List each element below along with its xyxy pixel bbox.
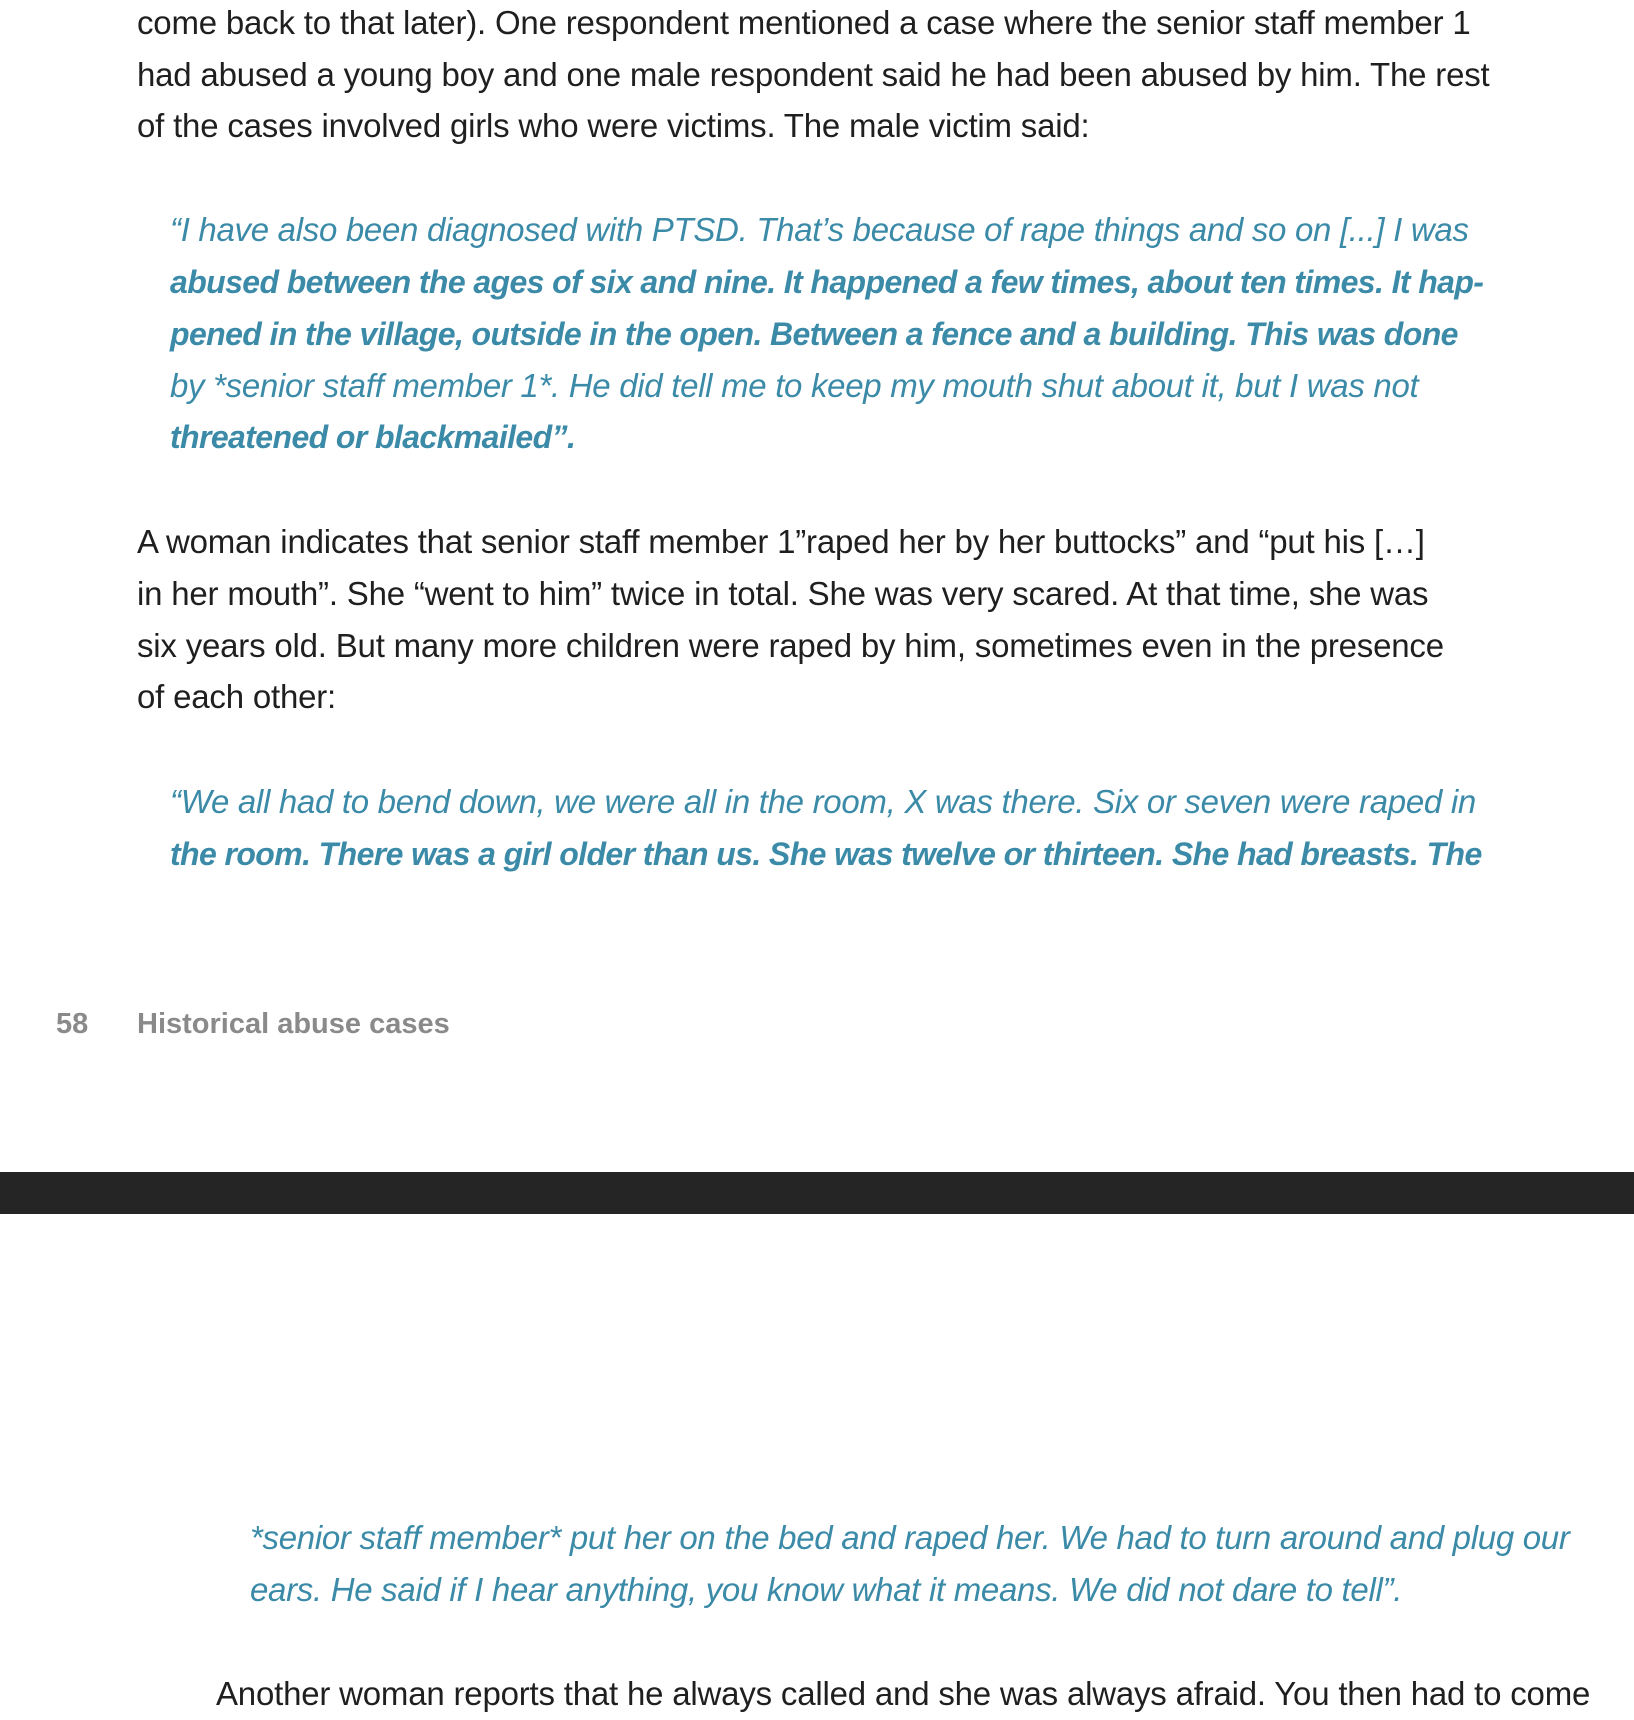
quote-line: “We all had to bend down, we were all in the room, X was there. Six or seven were raped in [170,783,1476,820]
document-page-bottom [0,1214,1634,1712]
paragraph-line: of the cases involved girls who were victims. The male victim said: [137,107,1090,144]
paragraph-line: in her mouth”. She “went to him” twice in total. She was very scared. At that time, she was [137,575,1429,612]
paragraph-line: come back to that later). One respondent mentioned a case where the senior staff member 1 [137,4,1471,41]
quote-line: pened in the village, outside in the open. Between a fence and a building. This was done [170,316,1458,352]
quote-line: the room. There was a girl older than us. She was twelve or thirteen. She had breasts. The [170,836,1482,872]
quote-line: *senior staff member* put her on the bed and raped her. We had to turn around and plug our [250,1519,1570,1556]
paragraph-line: A woman indicates that senior staff member 1”raped her by her buttocks” and “put his […] [137,523,1425,560]
quote-line: threatened or blackmailed”. [170,419,576,455]
quote-line: “I have also been diagnosed with PTSD. That’s because of rape things and so on [...] I was [170,211,1469,248]
paragraph-line: of each other: [137,678,337,715]
paragraph-line: had abused a young boy and one male respondent said he had been abused by him. The rest [137,56,1490,93]
running-footer-title: Historical abuse cases [137,1008,450,1040]
paragraph-line: six years old. But many more children were raped by him, sometimes even in the presence [137,627,1444,664]
paragraph-line: Another woman reports that he always called and she was always afraid. You then had to come [216,1675,1591,1712]
quote-line: by *senior staff member 1*. He did tell me to keep my mouth shut about it, but I was not [170,367,1419,404]
page-number: 58 [56,1008,89,1040]
page-separator [0,1172,1634,1214]
quote-line: ears. He said if I hear anything, you know what it means. We did not dare to tell”. [250,1571,1403,1608]
quote-line: abused between the ages of six and nine. It happened a few times, about ten times. It hap- [170,264,1484,300]
